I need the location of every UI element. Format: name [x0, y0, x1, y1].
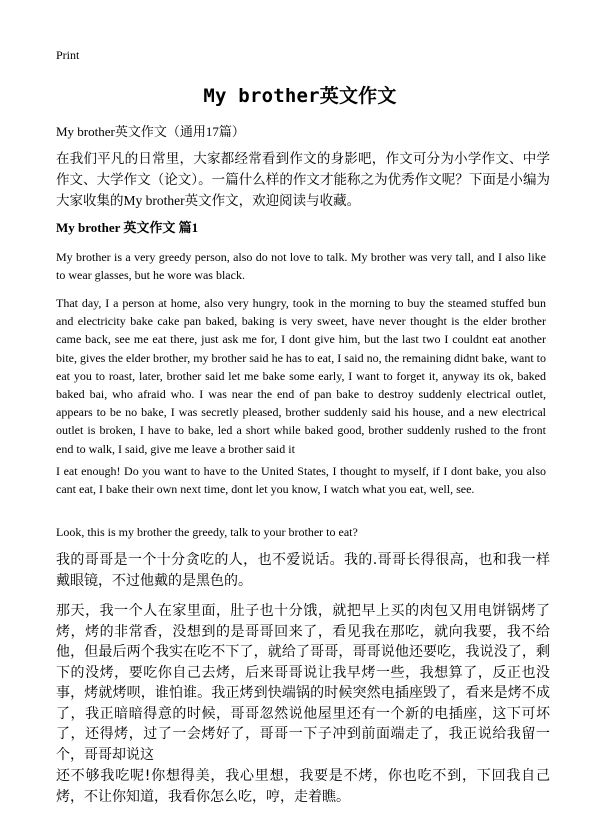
english-paragraph-4: Look, this is my brother the greedy, talk to your brother to eat?	[56, 525, 358, 539]
page-title: My brother英文作文	[203, 85, 397, 107]
print-label: Print	[56, 48, 80, 62]
intro-paragraph: 在我们平凡的日常里，大家都经常看到作文的身影吧，作文可分为小学作文、中学作文、大学作文（论文）。一篇什么样的作文才能称之为优秀作文呢？下面是小编为大家收集的My brother英文作文，欢迎阅读与收藏。	[56, 151, 550, 208]
english-paragraph-2: That day, I a person at home, also very hungry, took in the morning to buy the steamed stuffed bun and electricity bake cake pan baked, baking is very sweet, have never thought is the elder brother came back, see me eat there, just ask me for, I dont give him, but the last two I couldnt eat another bite, gives the elder brother, my brother said he has to eat, I said no, the remaining didnt bake, want to eat you to roast, later, brother said let me bake some early, I want to forget it, anyway its ok, baked baked bai, who afraid who. I was near the end of pan bake to destroy suddenly electrical outlet, appears to be no bake, I was secretly pleased, brother suddenly said his house, and a new electrical outlet is broken, I have to bake, led a short while baked good, brother suddenly rushed to the front end to walk, I said, give me leave a brother said it	[56, 296, 546, 456]
document-subtitle: My brother英文作文（通用17篇）	[56, 124, 245, 139]
chinese-paragraph-2: 那天，我一个人在家里面，肚子也十分饿，就把早上买的肉包又用电饼锅烤了烤，烤的非常香，没想到的是哥哥回来了，看见我在那吃，就向我要，我不给他，但最后两个我实在吃不下了，就给了哥哥，哥哥说他还要吃，我说没了，剩下的没烤，要吃你自己去烤，后来哥哥说让我早烤一些，我想算了，反正也没事，烤就烤呗，谁怕谁。我正烤到快端锅的时候突然电插座毁了，看来是烤不成了，我正暗暗得意的时候，哥哥忽然说他屋里还有一个新的电插座，这下可坏了，还得烤，过了一会烤好了，哥哥一下子冲到前面端走了，我正说给我留一个，哥哥却说这	[56, 603, 550, 763]
english-paragraph-3: I eat enough! Do you want to have to the United States, I thought to myself, if I dont bake, you also cant eat, I bake their own next time, dont let you know, I watch what you eat, well, see.	[56, 464, 546, 497]
section-heading: My brother 英文作文 篇1	[56, 220, 199, 235]
english-paragraph-1: My brother is a very greedy person, also do not love to talk. My brother was very tall, and I also like to wear glasses, but he wore was black.	[56, 250, 546, 283]
chinese-paragraph-1: 我的哥哥是一个十分贪吃的人，也不爱说话。我的.哥哥长得很高，也和我一样戴眼镜，不过他戴的是黑色的。	[56, 552, 550, 589]
chinese-paragraph-3: 还不够我吃呢!你想得美，我心里想，我要是不烤，你也吃不到，下回我自己烤，不让你知道，我看你怎么吃，哼，走着瞧。	[56, 768, 550, 805]
